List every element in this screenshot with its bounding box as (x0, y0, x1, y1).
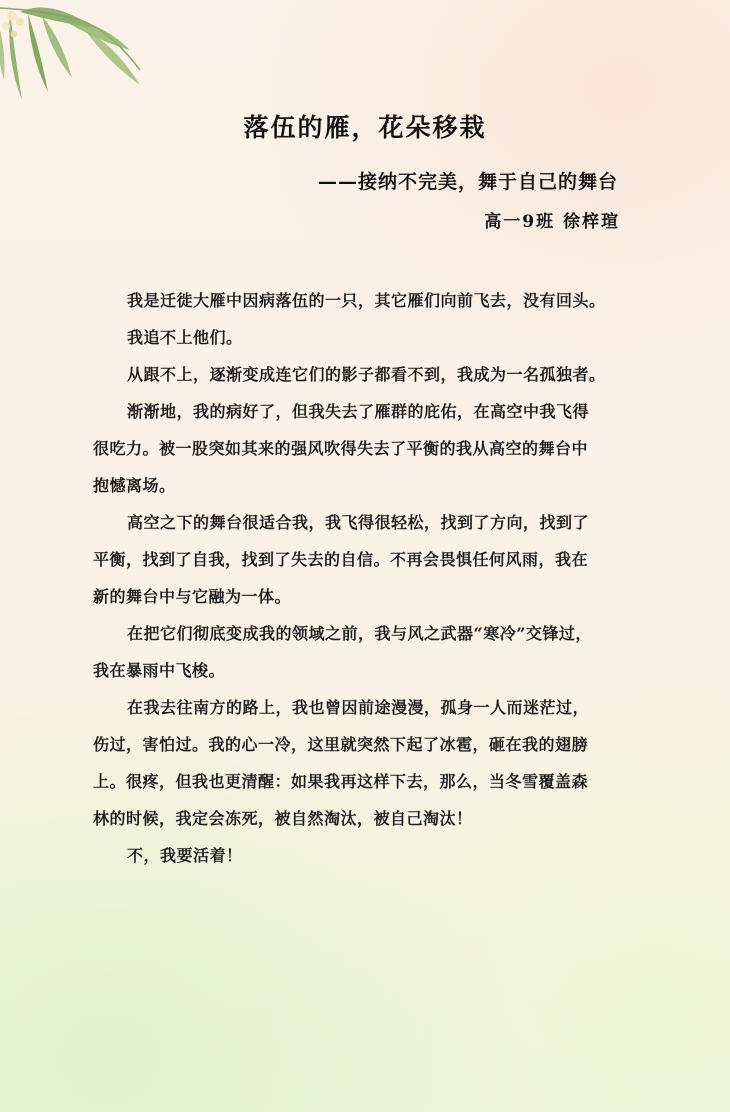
document-subtitle: ——接纳不完美，舞于自己的舞台 (317, 171, 618, 193)
document-title: 落伍的雁，花朵移栽 (243, 113, 487, 142)
text-line: 我是迁徙大雁中因病落伍的一只，其它雁们向前飞去，没有回头。 (127, 291, 606, 310)
text-line: 林的时候，我定会冻死，被自然淘汰，被自己淘汰！ (93, 809, 473, 828)
text-line: 抱憾离场。 (93, 476, 176, 495)
text-line: 在我去往南方的路上，我也曾因前途漫漫，孤身一人而迷茫过， (127, 698, 590, 717)
text-line: 很吃力。被一股突如其来的强风吹得失去了平衡的我从高空的舞台中 (93, 439, 589, 458)
author-line: 高一9班 徐梓瑄 (484, 212, 620, 232)
text-line: 渐渐地，我的病好了，但我失去了雁群的庇佑，在高空中我飞得 (127, 402, 590, 421)
bamboo-leaves-decoration-icon (0, 0, 150, 120)
text-line: 在把它们彻底变成我的领域之前，我与风之武器“寒冷”交锋过， (127, 624, 592, 643)
text-line: 我追不上他们。 (127, 328, 243, 347)
text-line: 不，我要活着！ (127, 846, 243, 865)
text-line: 我在暴雨中飞梭。 (93, 661, 226, 680)
text-line: 平衡，找到了自我，找到了失去的自信。不再会畏惧任何风雨，我在 (93, 550, 589, 569)
text-line: 从跟不上，逐渐变成连它们的影子都看不到，我成为一名孤独者。 (127, 365, 606, 384)
text-line: 高空之下的舞台很适合我，我飞得很轻松，找到了方向，找到了 (127, 513, 590, 532)
text-line: 伤过，害怕过。我的心一冷，这里就突然下起了冰雹，砸在我的翅膀 (93, 735, 589, 754)
text-line: 上。很疼，但我也更清醒：如果我再这样下去，那么，当冬雪覆盖森 (93, 772, 589, 791)
essay-body (93, 282, 643, 874)
text-line: 新的舞台中与它融为一体。 (93, 587, 292, 606)
